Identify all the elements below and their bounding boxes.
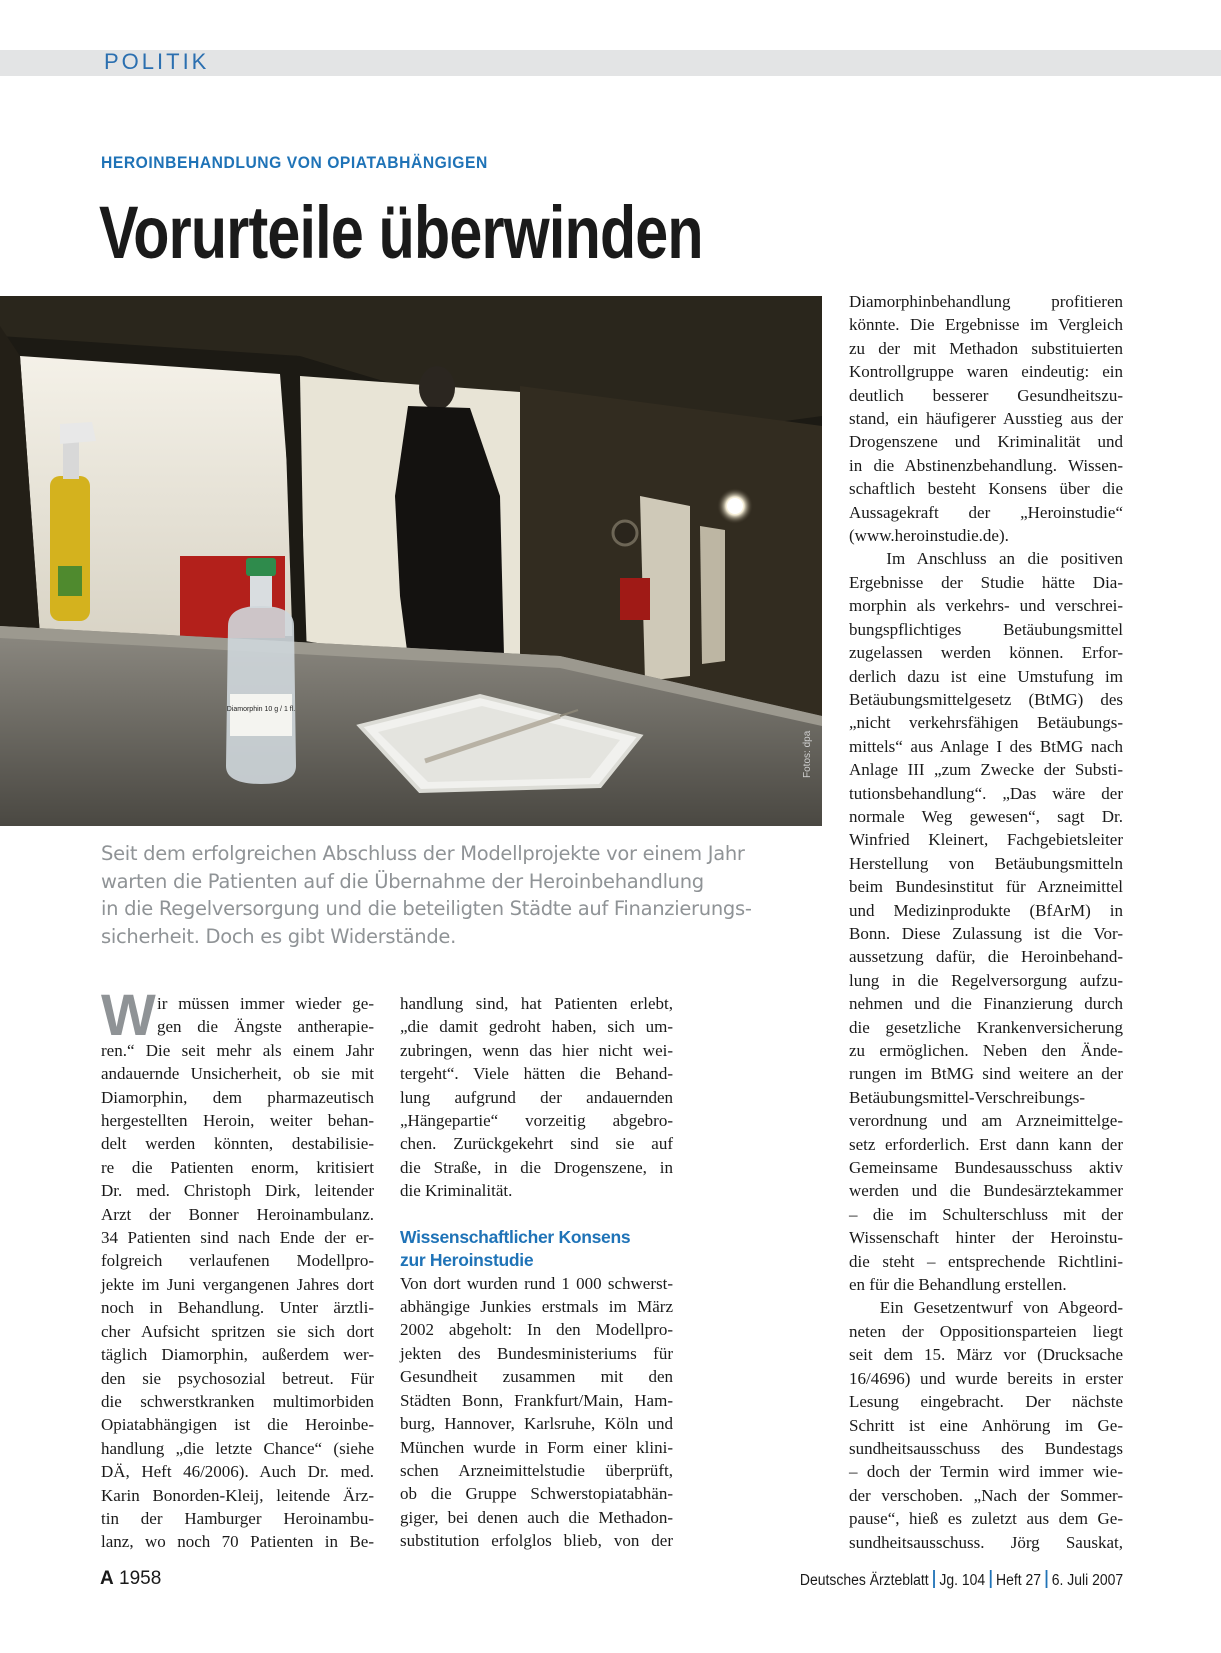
text-line: sundheitsausschuss. Jörg Sauskat, bbox=[849, 1532, 1123, 1552]
footer-separator bbox=[933, 1570, 935, 1588]
text-line: andauernde Unsicherheit, ob sie mit bbox=[101, 1064, 374, 1084]
text-line: Wissenschaft hinter der Heroinstu- bbox=[849, 1228, 1123, 1248]
text-line: re die Patienten enorm, kritisiert bbox=[101, 1157, 374, 1177]
text-line: der verschoben. „Nach der Sommer- bbox=[849, 1485, 1123, 1505]
text-line: abhängige Junkies erstmals im März bbox=[400, 1297, 673, 1317]
text-line: zu der mit Methadon substituierten bbox=[849, 338, 1123, 358]
text-line: Drogenszene und Kriminalität und bbox=[849, 432, 1123, 452]
text-line: Ergebnisse der Studie hätte Dia- bbox=[849, 572, 1123, 592]
text-line: Arzt der Bonner Heroinambulanz. bbox=[101, 1204, 374, 1224]
text-line: zu ermöglichen. Neben den Ände- bbox=[849, 1041, 1123, 1060]
text-line: en für die Behandlung erstellen. bbox=[849, 1275, 1067, 1295]
text-line: Anlage III „zum Zwecke der Substi- bbox=[849, 760, 1123, 780]
lead-line: warten die Patienten auf die Übernahme der Heroinbehandlung bbox=[101, 869, 704, 893]
text-line: Betäubungsmittelgesetz (BtMG) des bbox=[849, 689, 1123, 709]
text-line: Von dort wurden rund 1 000 schwerst- bbox=[400, 1273, 673, 1293]
text-line: handlung sind, hat Patienten erlebt, bbox=[400, 994, 673, 1013]
text-line: Winfried Kleinert, Fachgebietsleiter bbox=[849, 830, 1123, 850]
body-column-2 bbox=[400, 992, 673, 1553]
lead-line: Seit dem erfolgreichen Abschluss der Modellprojekte vor einem Jahr bbox=[101, 842, 745, 865]
body-column-1 bbox=[101, 992, 374, 1554]
text-line: Bonn. Diese Zulassung ist die Vor- bbox=[849, 923, 1123, 943]
text-line: lung aufgrund der andauernden bbox=[400, 1087, 673, 1107]
text-line: sundheitsausschuss des Bundestags bbox=[849, 1438, 1123, 1458]
footer-separator bbox=[1045, 1570, 1047, 1588]
text-line: setz erforderlich. Erst dann kann der bbox=[849, 1134, 1123, 1154]
text-line: giger, bei denen auch die Methadon- bbox=[400, 1507, 673, 1527]
text-line: nehmen und die Finanzierung durch bbox=[849, 994, 1123, 1014]
article-headline: Vorurteile überwinden bbox=[99, 191, 703, 274]
text-line: – doch der Termin wird immer wie- bbox=[849, 1462, 1123, 1482]
text-line: delt werden könnten, destabilisie- bbox=[101, 1134, 374, 1154]
wall-clock bbox=[613, 521, 637, 545]
journal-volume: Jg. 104 bbox=[939, 1572, 986, 1589]
text-line: beim Bundesinstitut für Arzneimittel bbox=[849, 877, 1123, 897]
text-line: tin der Hamburger Heroinambu- bbox=[101, 1508, 374, 1528]
text-line: burg, Hannover, Karlsruhe, Köln und bbox=[400, 1414, 673, 1434]
person-head bbox=[419, 366, 455, 410]
text-line: Karin Bonorden-Kleij, leitende Ärz- bbox=[101, 1485, 374, 1505]
journal-issue: Heft 27 bbox=[995, 1572, 1041, 1589]
text-line: die steht – entsprechende Richtlini- bbox=[849, 1251, 1123, 1271]
text-line: Gemeinsame Bundesausschuss aktiv bbox=[849, 1158, 1123, 1178]
page-number bbox=[100, 1568, 161, 1590]
text-line: chen. Zurückgekehrt sind sie auf bbox=[400, 1134, 673, 1154]
text-line: jekte im Juni vergangenen Jahres dort bbox=[101, 1274, 374, 1294]
text-line: Gesundheit zusammen mit den bbox=[400, 1367, 673, 1387]
text-line: könnte. Die Ergebnisse im Vergleich bbox=[849, 315, 1123, 335]
text-line: in die Abstinenzbehandlung. Wissen- bbox=[849, 455, 1123, 475]
text-line: Herstellung von Betäubungsmitteln bbox=[849, 853, 1123, 873]
text-line: pause“, hieß es zuletzt aus dem Ge- bbox=[849, 1509, 1123, 1529]
text-line: – die im Schulterschluss mit der bbox=[849, 1204, 1123, 1224]
text-line: ren.“ Die seit mehr als einem Jahr bbox=[101, 1040, 374, 1060]
text-line: Im Anschluss an die positiven bbox=[849, 549, 1123, 569]
text-line: stand, ein häufigerer Ausstieg aus der bbox=[849, 409, 1123, 429]
text-line: rungen im BtMG sind weitere an der bbox=[849, 1064, 1123, 1084]
text-line: zugelassen werden können. Erfor- bbox=[849, 643, 1123, 663]
text-line: zubringen, wenn das hier nicht wei- bbox=[400, 1040, 673, 1060]
text-line: Betäubungsmittel-Verschreibungs- bbox=[849, 1087, 1086, 1107]
text-line: normale Weg gewesen“, sagt Dr. bbox=[849, 806, 1123, 826]
journal-name: Deutsches Ärzteblatt bbox=[799, 1572, 929, 1589]
text-line: „Hängepartie“ vorzeitig abgebro- bbox=[400, 1111, 673, 1131]
article-photo bbox=[0, 296, 822, 826]
text-line: die schwerstkranken multimorbiden bbox=[101, 1391, 374, 1411]
text-line: tutionsbehandlung“. „Das wäre der bbox=[849, 783, 1123, 803]
text-line: werden und die Bundesärztekammer bbox=[849, 1181, 1123, 1201]
text-line: 2002 abgeholt: In den Modellpro- bbox=[400, 1320, 673, 1340]
text-line: tergeht“. Viele hätten die Behand- bbox=[400, 1064, 673, 1084]
text-line: substitution erfolglos blieb, von der bbox=[400, 1531, 673, 1551]
text-line: Diamorphinbehandlung profitieren bbox=[849, 292, 1123, 311]
text-line: mittels“ aus Anlage I des BtMG nach bbox=[849, 736, 1123, 756]
lead-paragraph bbox=[101, 840, 821, 950]
photo-illustration bbox=[0, 296, 822, 826]
red-sign-right bbox=[620, 578, 650, 620]
text-line: Kontrollgruppe waren eindeutig: ein bbox=[849, 362, 1123, 382]
photo-credit: Fotos: dpa bbox=[802, 730, 813, 778]
text-line: gen die Ängste antherapie- bbox=[157, 1017, 374, 1037]
text-line: Schritt ist eine Anhörung im Ge- bbox=[849, 1415, 1123, 1435]
text-line: cher Aufsicht spritzen sie sich dort bbox=[101, 1321, 374, 1341]
text-line: jekten des Bundesministeriums für bbox=[400, 1343, 673, 1363]
text-line: 34 Patienten sind nach Ende der er- bbox=[101, 1228, 374, 1248]
text-line: Diamorphin, dem pharmazeutisch bbox=[101, 1087, 374, 1107]
lead-line: sicherheit. Doch es gibt Widerstände. bbox=[101, 924, 456, 948]
text-line: Opiatabhängigen ist die Heroinbe- bbox=[101, 1415, 374, 1435]
text-line: den sie psychosozial betreut. Für bbox=[101, 1368, 374, 1388]
text-line: täglich Diamorphin, außerdem wer- bbox=[101, 1345, 374, 1365]
text-line: schaftlich besteht Konsens über die bbox=[849, 479, 1123, 499]
text-line: Lesung eingebracht. Der nächste bbox=[849, 1392, 1123, 1412]
bottle-label: Diamorphin 10 g / 1 fl. bbox=[226, 706, 296, 713]
text-line: Aussagekraft der „Heroinstudie“ bbox=[849, 502, 1123, 522]
page-number-value: 1958 bbox=[119, 1568, 162, 1589]
text-line: ir müssen immer wieder ge- bbox=[157, 994, 374, 1013]
body-column-3 bbox=[849, 290, 1123, 1554]
text-line: (www.heroinstudie.de). bbox=[849, 526, 1009, 546]
text-line: 16/4696) und wurde bereits in erster bbox=[849, 1368, 1123, 1388]
text-line: Dr. med. Christoph Dirk, leitender bbox=[101, 1181, 374, 1201]
text-line: deutlich besserer Gesundheitszu- bbox=[849, 385, 1123, 405]
text-line: und Medizinprodukte (BfArM) in bbox=[849, 900, 1123, 920]
lead-line: in die Regelversorgung und die beteiligten Städte auf Finanzierungs- bbox=[101, 897, 752, 920]
text-line: die Kriminalität. bbox=[400, 1181, 513, 1201]
article-kicker: HEROINBEHANDLUNG VON OPIATABHÄNGIGEN bbox=[101, 153, 488, 172]
footer-separator bbox=[990, 1570, 992, 1588]
text-line: verordnung und am Arzneimittelge- bbox=[849, 1111, 1123, 1131]
subheading: zur Heroinstudie bbox=[400, 1249, 534, 1270]
text-line: lanz, wo noch 70 Patienten in Be- bbox=[101, 1532, 374, 1552]
text-line: noch in Behandlung. Unter ärztli- bbox=[101, 1298, 374, 1318]
spray-bottle bbox=[50, 476, 90, 621]
text-line: neten der Oppositionsparteien liegt bbox=[849, 1321, 1123, 1341]
text-line: Städten Bonn, Frankfurt/Main, Ham- bbox=[400, 1390, 673, 1410]
text-line: „nicht verkehrsfähigen Betäubungs- bbox=[849, 713, 1123, 733]
text-line: aussetzung dafür, die Heroinbehand- bbox=[849, 947, 1123, 967]
text-line: morphin als verkehrs- und verschrei- bbox=[849, 596, 1123, 616]
text-line: derlich dazu ist eine Umstufung im bbox=[849, 666, 1123, 686]
text-line: handlung „die letzte Chance“ (siehe bbox=[101, 1438, 374, 1458]
page-prefix: A bbox=[100, 1568, 114, 1589]
text-line: lung in die Regelversorgung aufzu- bbox=[849, 970, 1123, 990]
text-line: bungspflichtiges Betäubungsmittel bbox=[849, 619, 1123, 639]
subheading: Wissenschaftlicher Konsens bbox=[400, 1226, 631, 1247]
text-line: Ein Gesetzentwurf von Abgeord- bbox=[849, 1298, 1123, 1318]
text-line: DÄ, Heft 46/2006). Auch Dr. med. bbox=[101, 1462, 374, 1482]
text-line: ob die Gruppe Schwerstopiatabhän- bbox=[400, 1484, 673, 1504]
journal-date: 6. Juli 2007 bbox=[1051, 1572, 1123, 1589]
text-line: schen Arzneimittelstudie überprüft, bbox=[400, 1460, 673, 1480]
text-line: die Straße, in die Drogenszene, in bbox=[400, 1157, 673, 1177]
text-line: seit dem 15. März vor (Drucksache bbox=[849, 1345, 1123, 1365]
journal-footer bbox=[800, 1570, 1123, 1590]
text-line: die gesetzliche Krankenversicherung bbox=[849, 1017, 1123, 1037]
drop-cap: W bbox=[101, 983, 156, 1048]
text-line: folgreich verlaufenen Modellpro- bbox=[101, 1251, 374, 1271]
text-line: „die damit gedroht haben, sich um- bbox=[400, 1017, 673, 1037]
text-line: hergestellten Heroin, weiter behan- bbox=[101, 1111, 374, 1131]
text-line: München wurde in Form einer klini- bbox=[400, 1437, 673, 1457]
section-label: POLITIK bbox=[104, 49, 210, 74]
